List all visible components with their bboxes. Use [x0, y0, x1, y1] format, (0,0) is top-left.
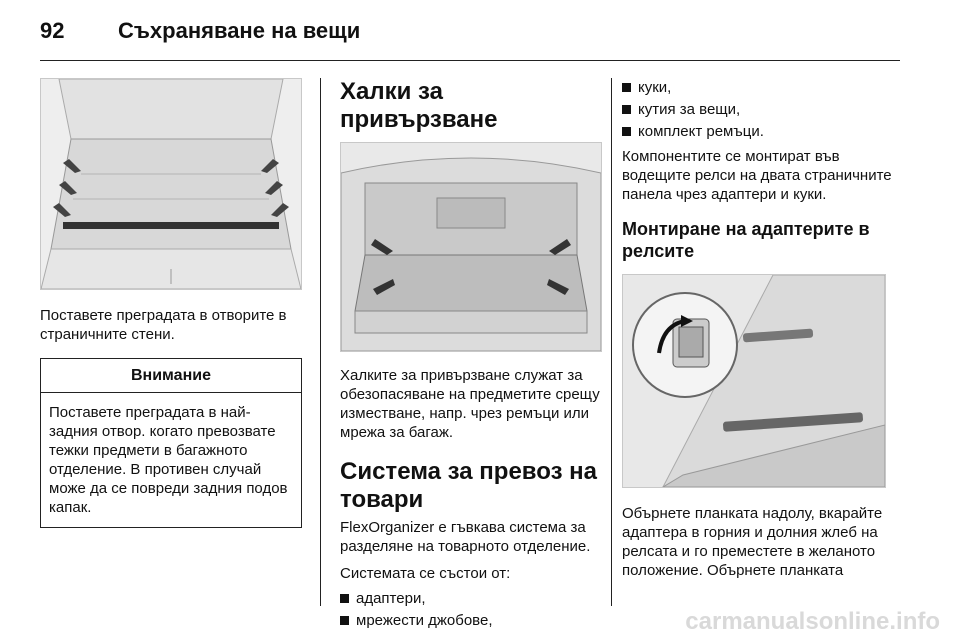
column-2 [340, 78, 602, 633]
system-consists-text: Системата се състои от: [340, 565, 511, 582]
warning-title: Внимание [41, 359, 301, 393]
adapter-instructions-text: Обърнете планката надолу, вкарайте адаптера в горния и долния жлеб на релсата и го преместете в желаното положение. Обърнете планката [622, 505, 883, 579]
mounting-text: Компонентите се монтират във водещите релси на двата страничните панела чрез адаптери и куки. [622, 148, 892, 203]
bullet-icon [340, 594, 349, 603]
watermark: carmanualsonline.info [685, 608, 940, 635]
bullet-icon [622, 83, 631, 92]
page-number: 92 [40, 18, 65, 43]
warning-box [40, 358, 302, 528]
components-list-1 [340, 589, 602, 630]
column-divider-1 [320, 78, 321, 606]
header-rule [40, 60, 900, 61]
column-3 [622, 78, 902, 580]
lashing-eyes-illustration [340, 142, 602, 352]
adapter-mounting-heading: Монтиране на адаптерите в релсите [622, 219, 870, 261]
lashing-eyes-text: Халките за привързване служат за обезопасяване на предметите срещу изместване, напр. чрез ремъци или мрежа за багаж. [340, 367, 600, 441]
components-list-2 [622, 78, 902, 141]
page-title: Съхраняване на вещи [118, 18, 361, 43]
warning-body: Поставете преградата в най-задния отвор. когато превозвате тежки предмети в багажното отделение. В противен случай може да се повреди задния подов капак. [49, 404, 288, 516]
bullet-icon [622, 127, 631, 136]
list-item: комплект ремъци. [622, 122, 902, 141]
column-1 [40, 78, 302, 528]
list-item: адаптери, [340, 589, 602, 608]
lashing-eyes-heading: Халки за привързване [340, 78, 498, 133]
list-item: куки, [622, 78, 902, 97]
list-item: кутия за вещи, [622, 100, 902, 119]
cargo-system-heading: Система за превоз на товари [340, 458, 598, 513]
list-item: мрежести джобове, [340, 611, 602, 630]
column-divider-2 [611, 78, 612, 606]
flexorganizer-text: FlexOrganizer е гъвкава система за разделяне на товарното отделение. [340, 519, 591, 555]
adapter-rails-illustration [622, 274, 886, 488]
bullet-icon [340, 616, 349, 625]
bullet-icon [622, 105, 631, 114]
barrier-text: Поставете преградата в отворите в страничните стени. [40, 307, 287, 343]
cargo-barrier-illustration [40, 78, 302, 290]
